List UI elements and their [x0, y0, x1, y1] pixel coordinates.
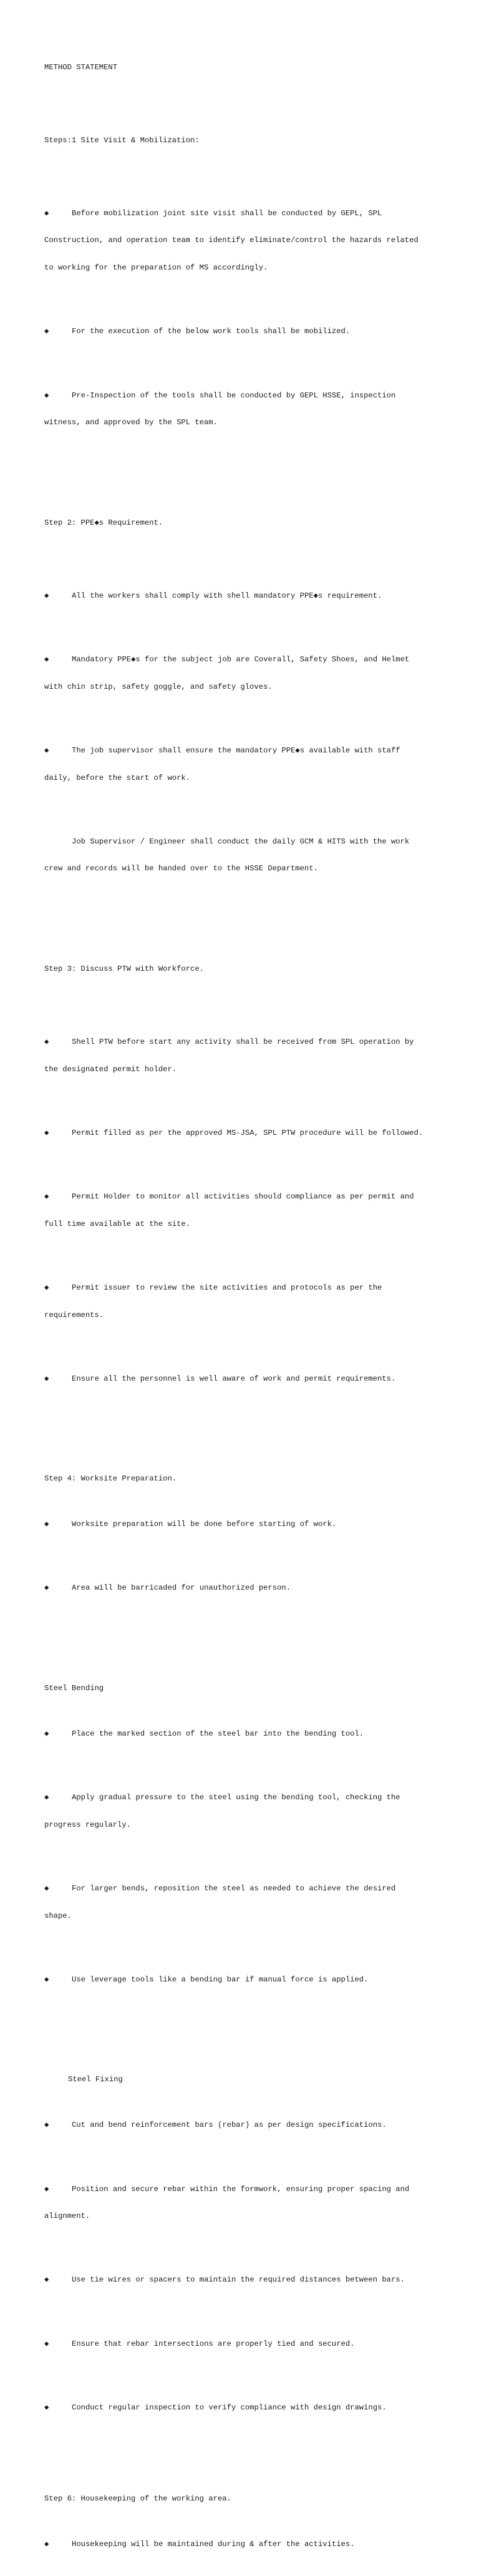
bullet-icon: ◆ — [44, 2339, 49, 2348]
bullet-icon: ◆ — [44, 2184, 49, 2194]
list-item: ◆ Mandatory PPE◆s for the subject job are Coverall, Safety Shoes, and Helmet with chin strip, safety goggle, and safety gloves. — [44, 654, 410, 691]
bullet-icon: ◆ — [44, 1729, 49, 1738]
list-item: ◆ Permit filled as per the approved MS-JSA, SPL PTW procedure will be followed. — [44, 1128, 423, 1137]
list-item: ◆ Ensure all the personnel is well aware of work and permit requirements. — [44, 1374, 396, 1383]
bullet-icon: ◆ — [44, 1374, 49, 1383]
section-heading-ptw: Step 3: Discuss PTW with Workforce. — [44, 964, 204, 973]
bullet-icon: ◆ — [44, 654, 49, 664]
list-item: ◆ Permit issuer to review the site activities and protocols as per the requirements. — [44, 1283, 382, 1320]
bullet-icon: ◆ — [44, 1975, 49, 1984]
bullet-icon: ◆ — [44, 591, 49, 600]
section-heading-worksite: Step 4: Worksite Preparation. — [44, 1474, 177, 1484]
bullet-icon: ◆ — [44, 1793, 49, 1802]
list-item: ◆ The job supervisor shall ensure the mandatory PPE◆s available with staff daily, before the start of work. — [44, 746, 400, 782]
bullet-icon: ◆ — [44, 327, 49, 336]
bullet-icon: ◆ — [44, 2403, 49, 2412]
section-heading-steel-fixing: Steel Fixing — [68, 2075, 123, 2084]
section-heading-site-visit: Steps:1 Site Visit & Mobilization: — [44, 135, 200, 145]
list-item: ◆ Pre-Inspection of the tools shall be conducted by GEPL HSSE, inspection witness, and approved by the SPL team. — [44, 391, 396, 427]
bullet-icon: ◆ — [44, 391, 49, 400]
bullet-icon: ◆ — [44, 746, 49, 755]
bullet-icon: ◆ — [44, 1192, 49, 1201]
section-heading-housekeeping: Step 6: Housekeeping of the working area. — [44, 2494, 231, 2503]
list-item: ◆ Worksite preparation will be done before starting of work. — [44, 1520, 337, 1529]
section-heading-ppe: Step 2: PPE◆s Requirement. — [44, 518, 163, 527]
list-item: ◆ Cut and bend reinforcement bars (rebar) as per design specifications. — [44, 2121, 387, 2130]
bullet-icon: ◆ — [44, 1283, 49, 1292]
note-paragraph: Job Supervisor / Engineer shall conduct the daily GCM & HITS with the work crew and records will be handed over to the HSSE Department. — [44, 837, 410, 873]
bullet-icon: ◆ — [44, 1128, 49, 1137]
bullet-icon: ◆ — [44, 2275, 49, 2285]
list-item: ◆ Apply gradual pressure to the steel using the bending tool, checking the progress regularly. — [44, 1793, 400, 1829]
list-item: ◆ Area will be barricaded for unauthorized person. — [44, 1583, 291, 1593]
list-item: ◆ Shell PTW before start any activity shall be received from SPL operation by the designated permit holder. — [44, 1037, 414, 1074]
list-item: ◆ Permit Holder to monitor all activities should compliance as per permit and full time available at the site. — [44, 1192, 414, 1228]
list-item: ◆ Before mobilization joint site visit shall be conducted by GEPL, SPL Construction, and operation team to identify eliminate/control the hazards related to working for the preparation of MS accordingly. — [44, 208, 419, 273]
list-item: ◆ Use leverage tools like a bending bar if manual force is applied. — [44, 1975, 369, 1984]
bullet-icon: ◆ — [44, 2539, 49, 2549]
list-item: ◆ Position and secure rebar within the formwork, ensuring proper spacing and alignment. — [44, 2184, 410, 2221]
list-item: ◆ Use tie wires or spacers to maintain the required distances between bars. — [44, 2275, 405, 2285]
bullet-icon: ◆ — [44, 1583, 49, 1593]
bullet-icon: ◆ — [44, 2121, 49, 2130]
list-item: ◆ All the workers shall comply with shell mandatory PPE◆s requirement. — [44, 591, 382, 600]
list-item: ◆ For the execution of the below work tools shall be mobilized. — [44, 327, 351, 336]
list-item: ◆ Housekeeping will be maintained during & after the activities. — [44, 2539, 355, 2549]
section-heading-steel-bending: Steel Bending — [44, 1683, 104, 1693]
bullet-icon: ◆ — [44, 208, 49, 218]
list-item: ◆ Ensure that rebar intersections are properly tied and secured. — [44, 2339, 355, 2348]
list-item: ◆ For larger bends, reposition the steel as needed to achieve the desired shape. — [44, 1883, 396, 1920]
document-title: METHOD STATEMENT — [44, 63, 118, 72]
list-item: ◆ Conduct regular inspection to verify compliance with design drawings. — [44, 2403, 387, 2412]
bullet-icon: ◆ — [44, 1883, 49, 1893]
bullet-icon: ◆ — [44, 1520, 49, 1529]
list-item: ◆ Place the marked section of the steel bar into the bending tool. — [44, 1729, 364, 1738]
bullet-icon: ◆ — [44, 1037, 49, 1046]
